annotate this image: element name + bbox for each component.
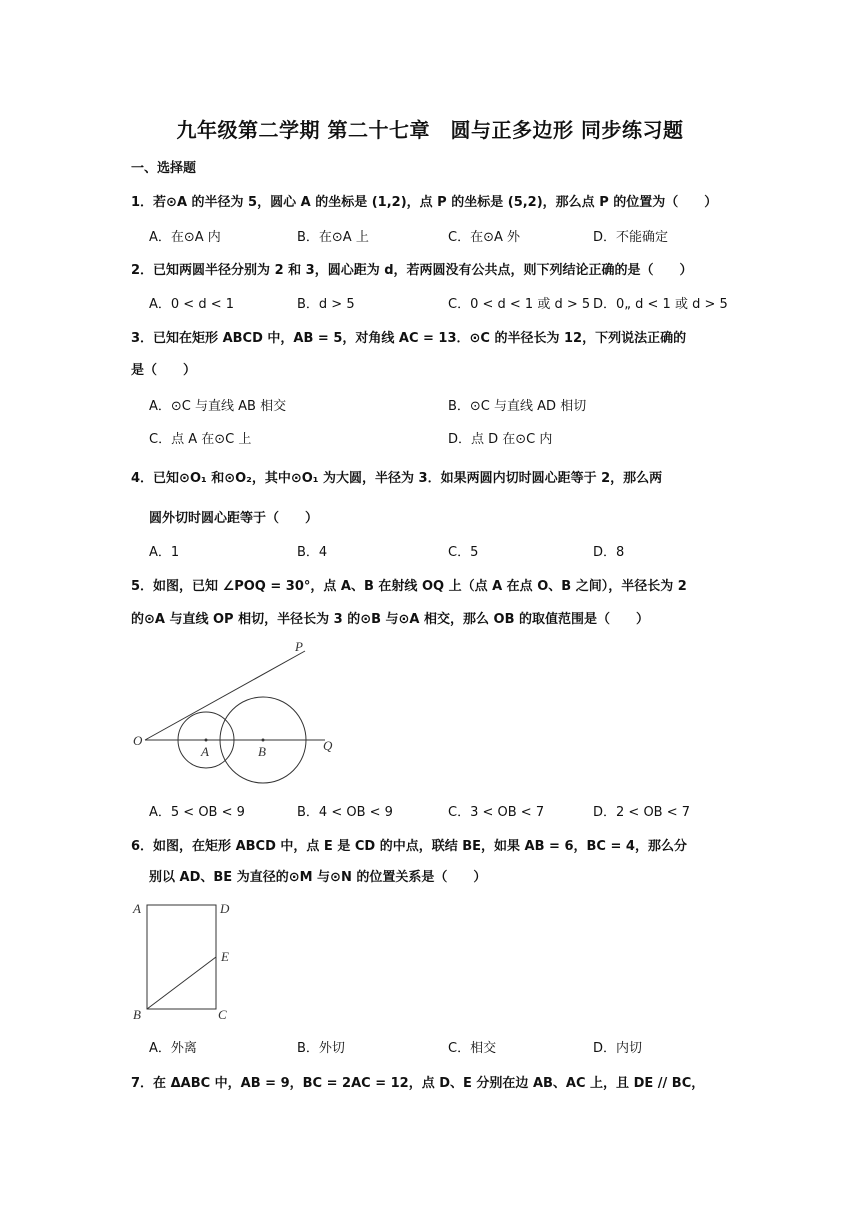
- question-1-option-d: D．不能确定: [593, 230, 669, 245]
- question-2-option-c: C．0 < d < 1 或 d > 5: [448, 297, 591, 312]
- question-4-option-d: D．8: [593, 545, 625, 560]
- segment-be: [147, 957, 216, 1009]
- point-a-dot: [205, 739, 208, 742]
- question-5-option-b: B．4 < OB < 9: [297, 805, 393, 820]
- label-e: E: [221, 949, 229, 964]
- question-5-option-c: C．3 < OB < 7: [448, 805, 545, 820]
- label-b: B: [258, 744, 266, 759]
- label-q: Q: [323, 738, 333, 753]
- question-3-text-line-2: 是（ ）: [131, 363, 197, 378]
- rectangle-abcd: [147, 905, 216, 1009]
- question-2-option-a: A．0 < d < 1: [149, 297, 235, 312]
- point-b-dot: [262, 739, 265, 742]
- label-b: B: [133, 1007, 141, 1022]
- question-3-option-b: B．⊙C 与直线 AD 相切: [448, 399, 587, 414]
- question-3-option-d: D．点 D 在⊙C 内: [448, 432, 553, 447]
- question-5-option-a: A．5 < OB < 9: [149, 805, 245, 820]
- section-heading: 一、选择题: [131, 161, 197, 176]
- question-1-option-b: B．在⊙A 上: [297, 230, 369, 245]
- figure-6-diagram: [128, 895, 248, 1025]
- question-2-option-d: D．0„ d < 1 或 d > 5: [593, 297, 728, 312]
- question-6-text-line-1: 6．如图，在矩形 ABCD 中，点 E 是 CD 的中点，联结 BE，如果 AB = 6，BC = 4，那么分: [131, 839, 687, 854]
- question-2-text: 2．已知两圆半径分别为 2 和 3，圆心距为 d，若两圆没有公共点，则下列结论正确的是（ ）: [131, 263, 693, 278]
- ray-op: [145, 651, 305, 740]
- question-4-text-line-2: 圆外切时圆心距等于（ ）: [149, 511, 319, 526]
- label-p: P: [295, 639, 303, 654]
- question-4-option-b: B．4: [297, 545, 328, 560]
- question-3-option-c: C．点 A 在⊙C 上: [149, 432, 252, 447]
- question-3-option-a: A．⊙C 与直线 AB 相交: [149, 399, 287, 414]
- question-3-text-line-1: 3．已知在矩形 ABCD 中，AB = 5，对角线 AC = 13．⊙C 的半径长为 12，下列说法正确的: [131, 331, 687, 346]
- question-4-option-c: C．5: [448, 545, 479, 560]
- question-5-text-line-2: 的⊙A 与直线 OP 相切，半径长为 3 的⊙B 与⊙A 相交，那么 OB 的取值范围是（ ）: [131, 612, 650, 627]
- question-6-option-d: D．内切: [593, 1041, 643, 1056]
- question-6-option-c: C．相交: [448, 1041, 497, 1056]
- label-d: D: [220, 901, 230, 916]
- figure-5-diagram: [125, 635, 365, 795]
- question-4-text-line-1: 4．已知⊙O₁ 和⊙O₂，其中⊙O₁ 为大圆，半径为 3．如果两圆内切时圆心距等于 2，那么两: [131, 471, 663, 486]
- question-5-option-d: D．2 < OB < 7: [593, 805, 691, 820]
- question-1-option-a: A．在⊙A 内: [149, 230, 221, 245]
- label-c: C: [218, 1007, 227, 1022]
- question-2-option-b: B．d > 5: [297, 297, 355, 312]
- question-4-option-a: A．1: [149, 545, 180, 560]
- question-1-text: 1．若⊙A 的半径为 5，圆心 A 的坐标是 (1,2)，点 P 的坐标是 (5,2)，那么点 P 的位置为（ ）: [131, 195, 718, 210]
- question-1-option-c: C．在⊙A 外: [448, 230, 520, 245]
- page-title: 九年级第二学期 第二十七章 圆与正多边形 同步练习题: [176, 118, 684, 142]
- label-a: A: [201, 744, 209, 759]
- question-6-text-line-2: 别以 AD、BE 为直径的⊙M 与⊙N 的位置关系是（ ）: [149, 870, 487, 885]
- label-a: A: [133, 901, 141, 916]
- label-o: O: [133, 733, 143, 748]
- question-6-option-b: B．外切: [297, 1041, 345, 1056]
- question-5-text-line-1: 5．如图，已知 ∠POQ = 30°，点 A、B 在射线 OQ 上（点 A 在点 O、B 之间），半径长为 2: [131, 579, 687, 594]
- question-6-option-a: A．外离: [149, 1041, 197, 1056]
- question-7-text-line-1: 7．在 ΔABC 中，AB = 9，BC = 2AC = 12，点 D、E 分别在边 AB、AC 上，且 DE // BC，: [131, 1076, 705, 1091]
